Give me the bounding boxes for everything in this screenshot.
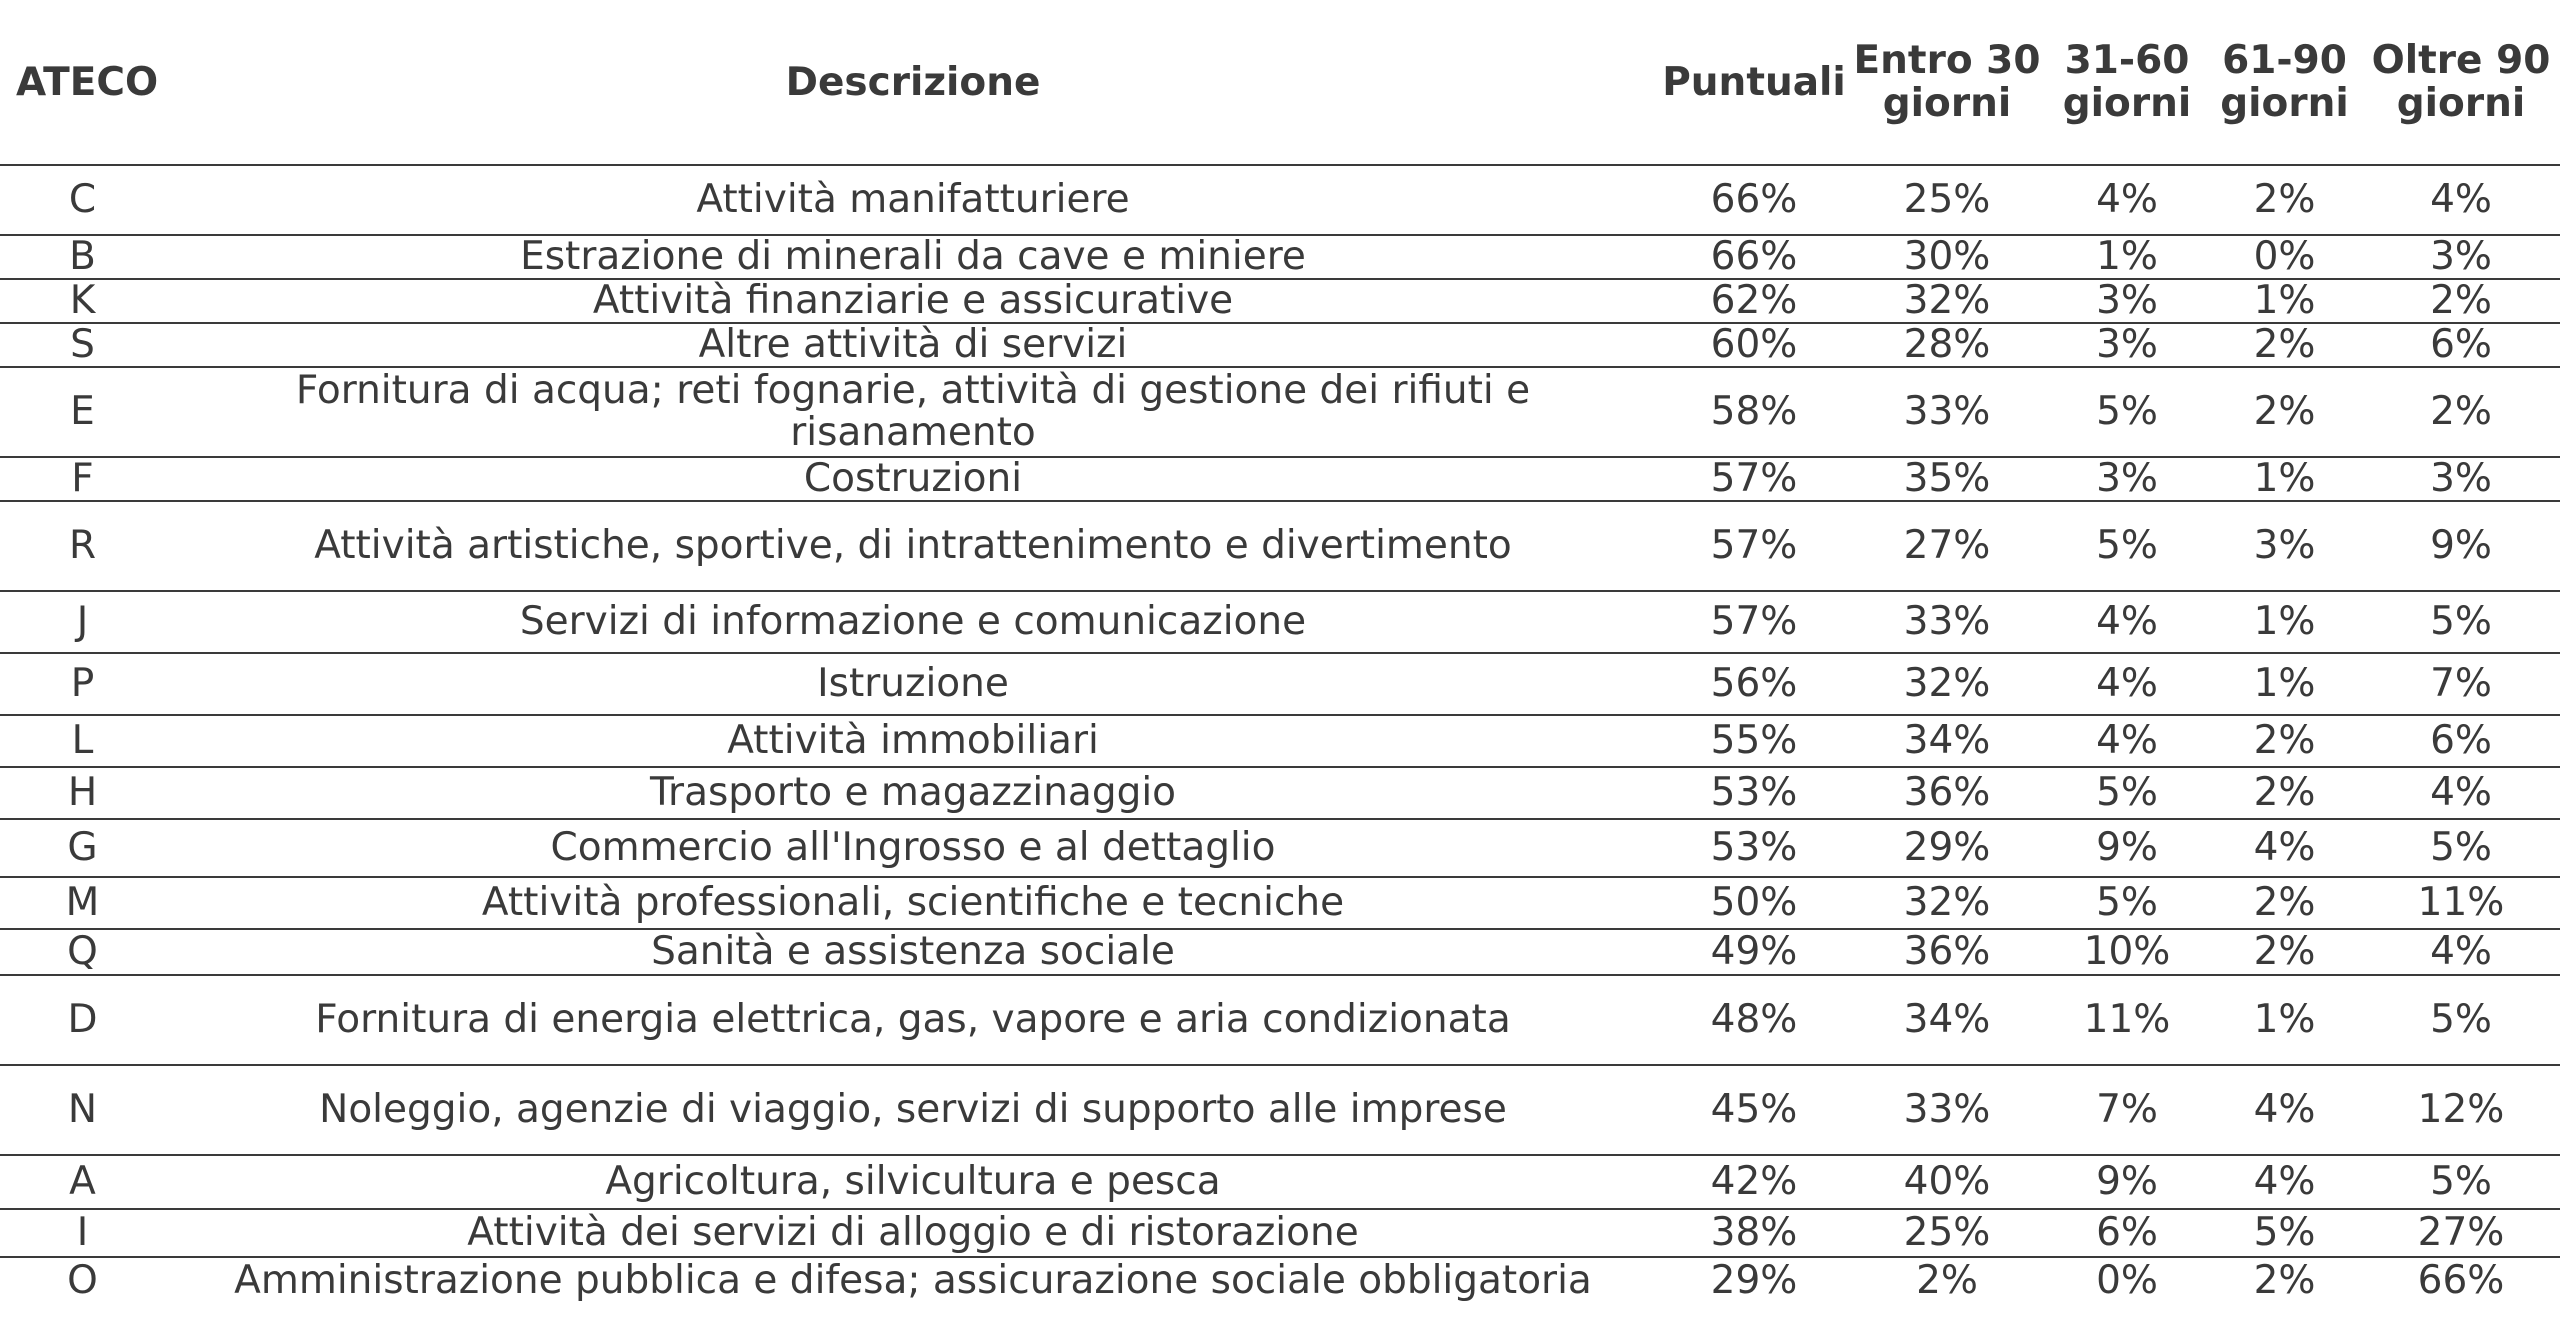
cell-description: Attività dei servizi di alloggio e di ristorazione xyxy=(165,1209,1661,1257)
cell-ateco-code: J xyxy=(0,591,165,653)
table-row xyxy=(0,165,2560,235)
cell-31-60: 3% xyxy=(2047,279,2207,323)
cell-61-90: 1% xyxy=(2207,279,2362,323)
cell-61-90: 4% xyxy=(2207,1155,2362,1209)
cell-entro-30: 25% xyxy=(1847,1209,2047,1257)
cell-oltre-90: 4% xyxy=(2362,165,2560,235)
cell-oltre-90: 4% xyxy=(2362,767,2560,819)
table-row xyxy=(0,1209,2560,1257)
cell-ateco-code: S xyxy=(0,323,165,367)
cell-description: Commercio all'Ingrosso e al dettaglio xyxy=(165,819,1661,877)
header-31-60: 31-60 giorni xyxy=(2047,0,2207,165)
table-row xyxy=(0,975,2560,1065)
table-row xyxy=(0,1257,2560,1303)
table-row xyxy=(0,767,2560,819)
cell-description: Servizi di informazione e comunicazione xyxy=(165,591,1661,653)
cell-ateco-code: K xyxy=(0,279,165,323)
cell-61-90: 2% xyxy=(2207,367,2362,457)
cell-entro-30: 32% xyxy=(1847,877,2047,929)
cell-puntuali: 45% xyxy=(1661,1065,1847,1155)
cell-puntuali: 62% xyxy=(1661,279,1847,323)
table-row xyxy=(0,279,2560,323)
cell-puntuali: 56% xyxy=(1661,653,1847,715)
cell-description: Agricoltura, silvicultura e pesca xyxy=(165,1155,1661,1209)
cell-description: Sanità e assistenza sociale xyxy=(165,929,1661,975)
cell-61-90: 4% xyxy=(2207,819,2362,877)
cell-description: Costruzioni xyxy=(165,457,1661,501)
cell-description: Altre attività di servizi xyxy=(165,323,1661,367)
cell-61-90: 1% xyxy=(2207,975,2362,1065)
cell-puntuali: 66% xyxy=(1661,165,1847,235)
cell-oltre-90: 5% xyxy=(2362,1155,2560,1209)
header-ateco: ATECO xyxy=(0,0,165,165)
cell-entro-30: 29% xyxy=(1847,819,2047,877)
table-row xyxy=(0,591,2560,653)
cell-description: Attività professionali, scientifiche e tecniche xyxy=(165,877,1661,929)
table-row xyxy=(0,715,2560,767)
cell-ateco-code: M xyxy=(0,877,165,929)
cell-entro-30: 33% xyxy=(1847,367,2047,457)
cell-description: Noleggio, agenzie di viaggio, servizi di supporto alle imprese xyxy=(165,1065,1661,1155)
cell-oltre-90: 12% xyxy=(2362,1065,2560,1155)
header-entro-30: Entro 30 giorni xyxy=(1847,0,2047,165)
cell-oltre-90: 2% xyxy=(2362,279,2560,323)
cell-puntuali: 50% xyxy=(1661,877,1847,929)
cell-puntuali: 48% xyxy=(1661,975,1847,1065)
cell-ateco-code: E xyxy=(0,367,165,457)
cell-31-60: 5% xyxy=(2047,767,2207,819)
cell-oltre-90: 66% xyxy=(2417,1257,2505,1303)
cell-31-60: 4% xyxy=(2047,165,2207,235)
header-61-90: 61-90 giorni xyxy=(2207,0,2362,165)
cell-puntuali: 38% xyxy=(1661,1209,1847,1257)
cell-oltre-90: 6% xyxy=(2362,715,2560,767)
cell-entro-30: 36% xyxy=(1847,767,2047,819)
cell-entro-30: 34% xyxy=(1847,715,2047,767)
cell-61-90: 1% xyxy=(2207,457,2362,501)
cell-ateco-code: C xyxy=(0,165,165,235)
cell-ateco-code: G xyxy=(0,819,165,877)
cell-ateco-code: A xyxy=(0,1155,165,1209)
cell-description: Trasporto e magazzinaggio xyxy=(165,767,1661,819)
table-row xyxy=(0,457,2560,501)
cell-oltre-90: 3% xyxy=(2362,457,2560,501)
cell-puntuali: 57% xyxy=(1661,501,1847,591)
cell-entro-30: 33% xyxy=(1847,1065,2047,1155)
header-description: Descrizione xyxy=(165,0,1661,165)
cell-puntuali: 60% xyxy=(1661,323,1847,367)
cell-puntuali: 66% xyxy=(1661,235,1847,279)
table-row xyxy=(0,367,2560,457)
cell-ateco-code: Q xyxy=(0,929,165,975)
cell-31-60: 11% xyxy=(2047,975,2207,1065)
cell-entro-30: 25% xyxy=(1847,165,2047,235)
cell-61-90: 3% xyxy=(2207,501,2362,591)
cell-31-60: 0% xyxy=(2096,1257,2158,1303)
cell-ateco-code: H xyxy=(0,767,165,819)
table-body xyxy=(0,165,2560,1303)
cell-entro-30: 28% xyxy=(1847,323,2047,367)
cell-oltre-90: 5% xyxy=(2362,591,2560,653)
cell-description: Attività finanziarie e assicurative xyxy=(165,279,1661,323)
table-row xyxy=(0,653,2560,715)
cell-puntuali: 53% xyxy=(1661,767,1847,819)
cell-description: Attività artistiche, sportive, di intrattenimento e divertimento xyxy=(165,501,1661,591)
cell-61-90: 2% xyxy=(2207,165,2362,235)
cell-ateco-code: I xyxy=(0,1209,165,1257)
cell-ateco-code: O xyxy=(67,1257,98,1303)
cell-entro-30: 34% xyxy=(1847,975,2047,1065)
cell-61-90: 4% xyxy=(2207,1065,2362,1155)
cell-description: Estrazione di minerali da cave e miniere xyxy=(165,235,1661,279)
cell-ateco-code: N xyxy=(0,1065,165,1155)
cell-31-60: 5% xyxy=(2047,501,2207,591)
table-row xyxy=(0,235,2560,279)
table-row xyxy=(0,1065,2560,1155)
cell-entro-30: 36% xyxy=(1847,929,2047,975)
cell-31-60: 5% xyxy=(2047,877,2207,929)
table-row xyxy=(0,877,2560,929)
cell-oltre-90: 6% xyxy=(2362,323,2560,367)
cell-31-60: 7% xyxy=(2047,1065,2207,1155)
cell-ateco-code: F xyxy=(0,457,165,501)
cell-description: Istruzione xyxy=(165,653,1661,715)
cell-puntuali: 53% xyxy=(1661,819,1847,877)
table-row xyxy=(0,323,2560,367)
cell-puntuali: 55% xyxy=(1661,715,1847,767)
cell-oltre-90: 9% xyxy=(2362,501,2560,591)
cell-61-90: 1% xyxy=(2207,591,2362,653)
cell-61-90: 1% xyxy=(2207,653,2362,715)
table-row xyxy=(0,501,2560,591)
cell-puntuali: 57% xyxy=(1661,591,1847,653)
cell-31-60: 4% xyxy=(2047,653,2207,715)
cell-31-60: 6% xyxy=(2047,1209,2207,1257)
cell-31-60: 10% xyxy=(2047,929,2207,975)
cell-description: Amministrazione pubblica e difesa; assicurazione sociale obbligatoria xyxy=(234,1257,1592,1303)
cell-31-60: 3% xyxy=(2047,457,2207,501)
cell-31-60: 1% xyxy=(2047,235,2207,279)
cell-entro-30: 27% xyxy=(1847,501,2047,591)
cell-entro-30: 2% xyxy=(1916,1257,1978,1303)
cell-61-90: 2% xyxy=(2207,715,2362,767)
cell-oltre-90: 27% xyxy=(2362,1209,2560,1257)
cell-oltre-90: 5% xyxy=(2362,819,2560,877)
cell-oltre-90: 3% xyxy=(2362,235,2560,279)
cell-puntuali: 49% xyxy=(1661,929,1847,975)
header-puntuali: Puntuali xyxy=(1661,0,1847,165)
cell-31-60: 9% xyxy=(2047,819,2207,877)
cell-31-60: 5% xyxy=(2047,367,2207,457)
table-row xyxy=(0,1155,2560,1209)
cell-entro-30: 30% xyxy=(1847,235,2047,279)
cell-ateco-code: L xyxy=(0,715,165,767)
cell-entro-30: 40% xyxy=(1847,1155,2047,1209)
cell-entro-30: 35% xyxy=(1847,457,2047,501)
cell-description: Fornitura di energia elettrica, gas, vapore e aria condizionata xyxy=(165,975,1661,1065)
cell-31-60: 9% xyxy=(2047,1155,2207,1209)
cell-entro-30: 32% xyxy=(1847,279,2047,323)
cell-entro-30: 32% xyxy=(1847,653,2047,715)
cell-puntuali: 57% xyxy=(1661,457,1847,501)
cell-61-90: 0% xyxy=(2207,235,2362,279)
header-oltre-90: Oltre 90 giorni xyxy=(2362,0,2560,165)
cell-entro-30: 33% xyxy=(1847,591,2047,653)
cell-oltre-90: 4% xyxy=(2362,929,2560,975)
cell-61-90: 2% xyxy=(2207,323,2362,367)
cell-31-60: 4% xyxy=(2047,715,2207,767)
cell-61-90: 5% xyxy=(2207,1209,2362,1257)
cell-description: Fornitura di acqua; reti fognarie, attività di gestione dei rifiuti e risanamento xyxy=(165,367,1661,457)
table-row xyxy=(0,819,2560,877)
table-header xyxy=(0,0,2560,165)
cell-puntuali: 58% xyxy=(1661,367,1847,457)
cell-puntuali: 29% xyxy=(1710,1257,1798,1303)
cell-ateco-code: D xyxy=(0,975,165,1065)
cell-description: Attività immobiliari xyxy=(165,715,1661,767)
cell-61-90: 2% xyxy=(2207,767,2362,819)
cell-oltre-90: 2% xyxy=(2362,367,2560,457)
cell-ateco-code: B xyxy=(0,235,165,279)
cell-61-90: 2% xyxy=(2207,929,2362,975)
cell-ateco-code: P xyxy=(0,653,165,715)
cell-oltre-90: 7% xyxy=(2362,653,2560,715)
cell-description: Attività manifatturiere xyxy=(165,165,1661,235)
cell-31-60: 3% xyxy=(2047,323,2207,367)
cell-oltre-90: 5% xyxy=(2362,975,2560,1065)
cell-61-90: 2% xyxy=(2207,877,2362,929)
cell-ateco-code: R xyxy=(0,501,165,591)
cell-oltre-90: 11% xyxy=(2362,877,2560,929)
table-row xyxy=(0,929,2560,975)
cell-61-90: 2% xyxy=(2253,1257,2316,1303)
cell-31-60: 4% xyxy=(2047,591,2207,653)
cell-puntuali: 42% xyxy=(1661,1155,1847,1209)
